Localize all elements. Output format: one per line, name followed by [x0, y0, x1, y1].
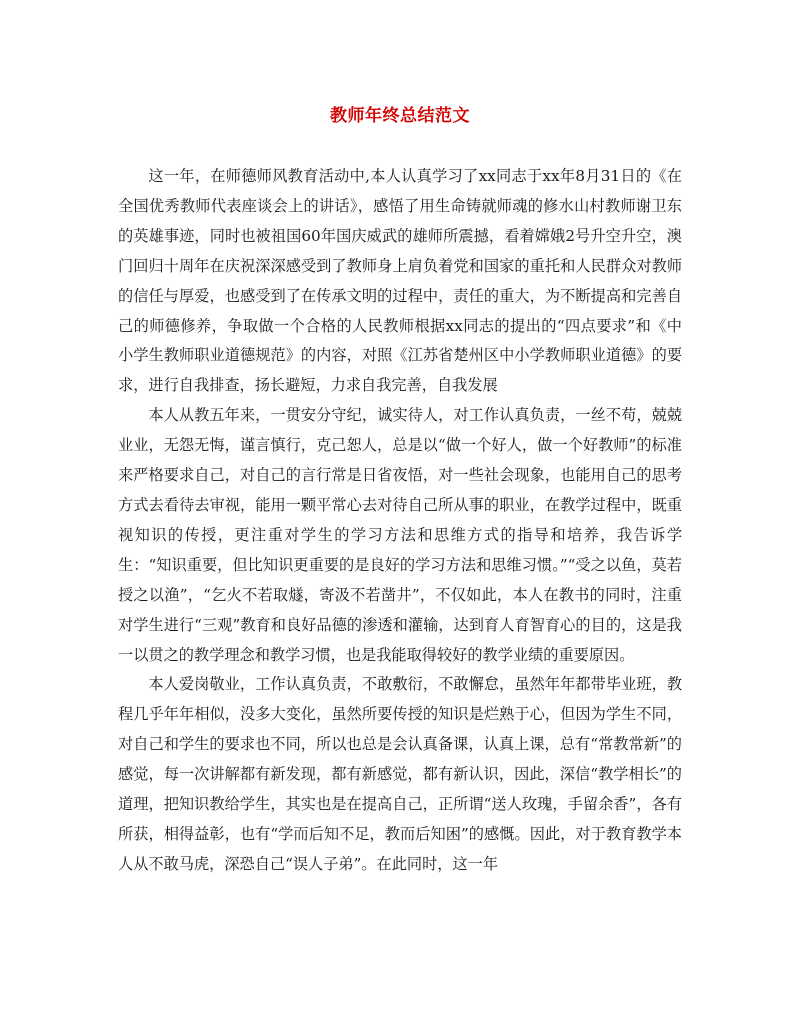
- paragraph-2: 本人从教五年来，一贯安分守纪，诚实待人，对工作认真负责，一丝不苟，兢兢业业，无怨无悔，谨言慎行，克己恕人，总是以“做一个好人，做一个好教师”的标准来严格要求自己，对自己的言行常是日省夜悟，对一些社会现象，也能用自己的思考方式去看待去审视，能用一颗平常心去对待自己所从事的职业，在教学过程中，既重视知识的传授，更注重对学生的学习方法和思维方式的指导和培养，我告诉学生：“知识重要，但比知识更重要的是良好的学习方法和思维习惯。”“受之以鱼，莫若授之以渔”，“乞火不若取燧，寄汲不若凿井”，不仅如此，本人在教书的同时，注重对学生进行“三观”教育和良好品德的渗透和灌输，达到育人育智育心的目的，这是我一以贯之的教学理念和教学习惯，也是我能取得较好的教学业绩的重要原因。: [118, 406, 682, 664]
- paragraph-3: 本人爱岗敬业，工作认真负责，不敢敷衍，不敢懈怠，虽然年年都带毕业班，教程几乎年年相似，没多大变化，虽然所要传授的知识是烂熟于心，但因为学生不同，对自己和学生的要求也不同，所以也总是会认真备课，认真上课，总有“常教常新”的感觉，每一次讲解都有新发现，都有新感觉，都有新认识，因此，深信“教学相长”的道理，把知识教给学生，其实也是在提高自己，正所谓“送人玫瑰，手留余香”，各有所获，相得益彰，也有“学而后知不足，教而后知困”的感慨。因此，对于教育教学本人从不敢马虎，深恐自己“误人子弟”。在此同时，这一年: [118, 675, 682, 873]
- document-body: [118, 162, 682, 880]
- paragraph-1: 这一年，在师德师风教育活动中,本人认真学习了xx同志于xx年8月31日的《在全国优秀教师代表座谈会上的讲话》，感悟了用生命铸就师魂的修水山村教师谢卫东的英雄事迹，同时也被祖国60年国庆威武的雄师所震撼，看着嫦娥2号升空升空，澳门回归十周年在庆祝深深感受到了教师身上肩负着党和国家的重托和人民群众对教师的信任与厚爱，也感受到了在传承文明的过程中，责任的重大，为不断提高和完善自己的师德修养，争取做一个合格的人民教师根据xx同志的提出的“四点要求”和《中小学生教师职业道德规范》的内容，对照《江苏省楚州区中小学教师职业道德》的要求，进行自我排查，扬长避短，力求自我完善，自我发展: [118, 167, 682, 395]
- document-title: 教师年终总结范文: [330, 106, 470, 126]
